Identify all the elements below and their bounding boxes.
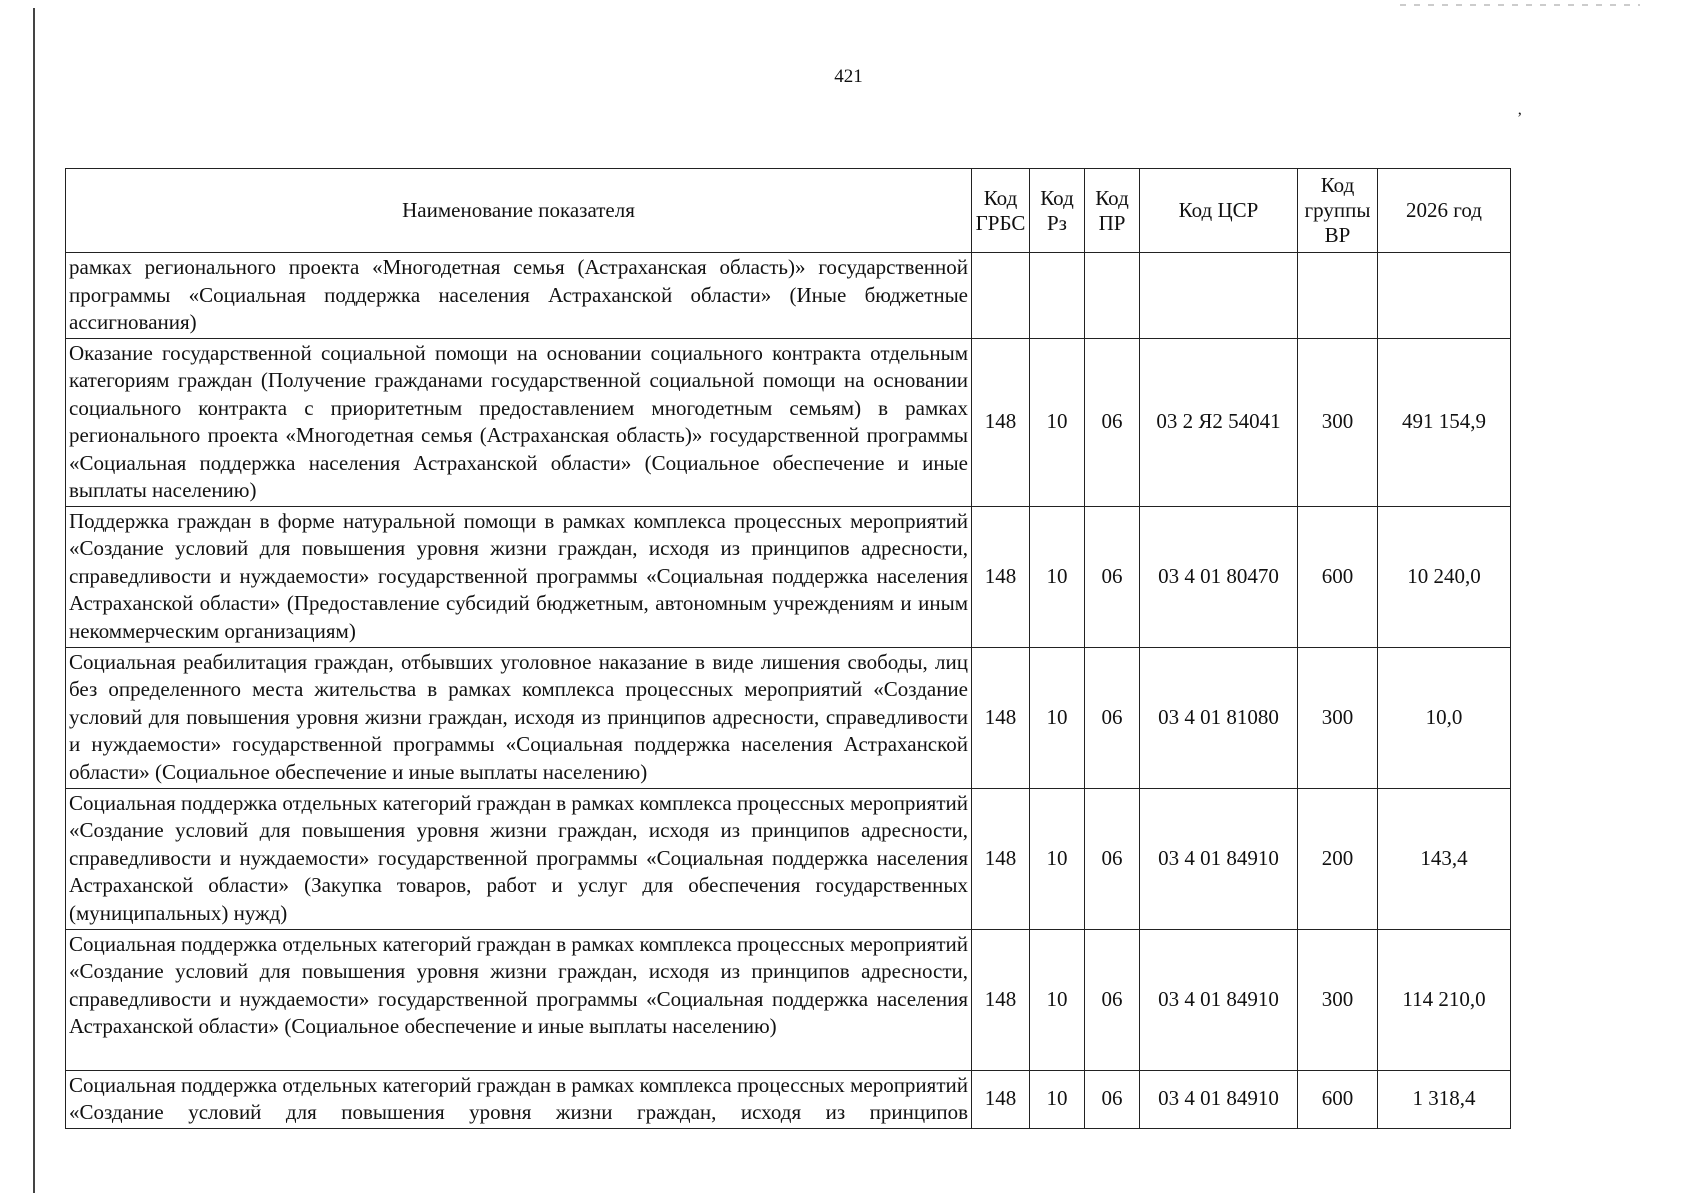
table-row bbox=[66, 788, 1511, 929]
row-rz: 10 bbox=[1030, 338, 1085, 506]
row-pr: 06 bbox=[1085, 338, 1140, 506]
row-csr: 03 4 01 84910 bbox=[1140, 1070, 1298, 1128]
row-csr: 03 4 01 84910 bbox=[1140, 788, 1298, 929]
header-name: Наименование показателя bbox=[66, 169, 972, 253]
row-rz: 10 bbox=[1030, 506, 1085, 647]
header-csr: Код ЦСР bbox=[1140, 169, 1298, 253]
table-row bbox=[66, 253, 1511, 339]
table-row bbox=[66, 338, 1511, 506]
row-name: Социальная реабилитация граждан, отбывших уголовное наказание в виде лишения свободы, лиц без определенного места жительства в рамках комплекса процессных мероприятий «Создание условий для повышения уровня жизни граждан, исходя из принципов адресности, справедливости и нуждаемости» государственной программы «Социальная поддержка населения Астраханской области» (Социальное обеспечение и иные выплаты населению) bbox=[66, 647, 972, 788]
budget-table bbox=[65, 168, 1511, 1129]
header-rz: Код Рз bbox=[1030, 169, 1085, 253]
row-rz: 10 bbox=[1030, 788, 1085, 929]
row-value: 143,4 bbox=[1378, 788, 1511, 929]
row-name: Социальная поддержка отдельных категорий граждан в рамках комплекса процессных мероприятий «Создание условий для повышения уровня жизни граждан, исходя из принципов адресности, справедливости и нуждаемости» государственной программы «Социальная поддержка населения Астраханской области» (Закупка товаров, работ и услуг для обеспечения государственных (муниципальных) нужд) bbox=[66, 788, 972, 929]
row-value: 10,0 bbox=[1378, 647, 1511, 788]
row-csr: 03 4 01 80470 bbox=[1140, 506, 1298, 647]
row-pr: 06 bbox=[1085, 929, 1140, 1070]
row-name: рамках регионального проекта «Многодетная семья (Астраханская область)» государственной программы «Социальная поддержка населения Астраханской области» (Иные бюджетные ассигнования) bbox=[66, 253, 972, 339]
row-name: Социальная поддержка отдельных категорий граждан в рамках комплекса процессных мероприятий «Создание условий для повышения уровня жизни граждан, исходя из принципов bbox=[66, 1070, 972, 1128]
binding-margin-line bbox=[33, 8, 35, 1193]
row-value bbox=[1378, 253, 1511, 339]
row-value: 10 240,0 bbox=[1378, 506, 1511, 647]
row-value: 1 318,4 bbox=[1378, 1070, 1511, 1128]
page-number: 421 bbox=[834, 66, 863, 87]
row-csr: 03 2 Я2 54041 bbox=[1140, 338, 1298, 506]
header-year: 2026 год bbox=[1378, 169, 1511, 253]
row-value: 491 154,9 bbox=[1378, 338, 1511, 506]
row-csr: 03 4 01 84910 bbox=[1140, 929, 1298, 1070]
row-vr: 300 bbox=[1298, 338, 1378, 506]
table-header-row bbox=[66, 169, 1511, 253]
row-grbs: 148 bbox=[972, 1070, 1030, 1128]
row-pr: 06 bbox=[1085, 1070, 1140, 1128]
row-pr: 06 bbox=[1085, 788, 1140, 929]
stray-mark: ’ bbox=[1517, 110, 1523, 127]
table-row bbox=[66, 647, 1511, 788]
row-rz: 10 bbox=[1030, 1070, 1085, 1128]
row-rz: 10 bbox=[1030, 647, 1085, 788]
row-vr: 600 bbox=[1298, 1070, 1378, 1128]
row-grbs: 148 bbox=[972, 929, 1030, 1070]
table-row bbox=[66, 1070, 1511, 1128]
table-row bbox=[66, 506, 1511, 647]
row-grbs: 148 bbox=[972, 506, 1030, 647]
row-value: 114 210,0 bbox=[1378, 929, 1511, 1070]
row-vr: 300 bbox=[1298, 647, 1378, 788]
row-rz bbox=[1030, 253, 1085, 339]
header-grbs: Код ГРБС bbox=[972, 169, 1030, 253]
row-pr bbox=[1085, 253, 1140, 339]
scan-artifact bbox=[1400, 4, 1640, 6]
row-pr: 06 bbox=[1085, 506, 1140, 647]
row-vr: 200 bbox=[1298, 788, 1378, 929]
row-vr: 300 bbox=[1298, 929, 1378, 1070]
row-csr bbox=[1140, 253, 1298, 339]
row-vr: 600 bbox=[1298, 506, 1378, 647]
header-vr: Код группы ВР bbox=[1298, 169, 1378, 253]
row-rz: 10 bbox=[1030, 929, 1085, 1070]
row-csr: 03 4 01 81080 bbox=[1140, 647, 1298, 788]
row-grbs bbox=[972, 253, 1030, 339]
row-grbs: 148 bbox=[972, 338, 1030, 506]
header-pr: Код ПР bbox=[1085, 169, 1140, 253]
row-vr bbox=[1298, 253, 1378, 339]
table-row bbox=[66, 929, 1511, 1070]
row-grbs: 148 bbox=[972, 647, 1030, 788]
row-grbs: 148 bbox=[972, 788, 1030, 929]
row-pr: 06 bbox=[1085, 647, 1140, 788]
row-name: Поддержка граждан в форме натуральной помощи в рамках комплекса процессных мероприятий «Создание условий для повышения уровня жизни граждан, исходя из принципов адресности, справедливости и нуждаемости» государственной программы «Социальная поддержка населения Астраханской области» (Предоставление субсидий бюджетным, автономным учреждениям и иным некоммерческим организациям) bbox=[66, 506, 972, 647]
row-name: Социальная поддержка отдельных категорий граждан в рамках комплекса процессных мероприятий «Создание условий для повышения уровня жизни граждан, исходя из принципов адресности, справедливости и нуждаемости» государственной программы «Социальная поддержка населения Астраханской области» (Социальное обеспечение и иные выплаты населению) bbox=[66, 929, 972, 1070]
row-name: Оказание государственной социальной помощи на основании социального контракта отдельным категориям граждан (Получение гражданами государственной социальной помощи на основании социального контракта с приоритетным предоставлением многодетным семьям) в рамках регионального проекта «Многодетная семья (Астраханская область)» государственной программы «Социальная поддержка населения Астраханской области» (Социальное обеспечение и иные выплаты населению) bbox=[66, 338, 972, 506]
